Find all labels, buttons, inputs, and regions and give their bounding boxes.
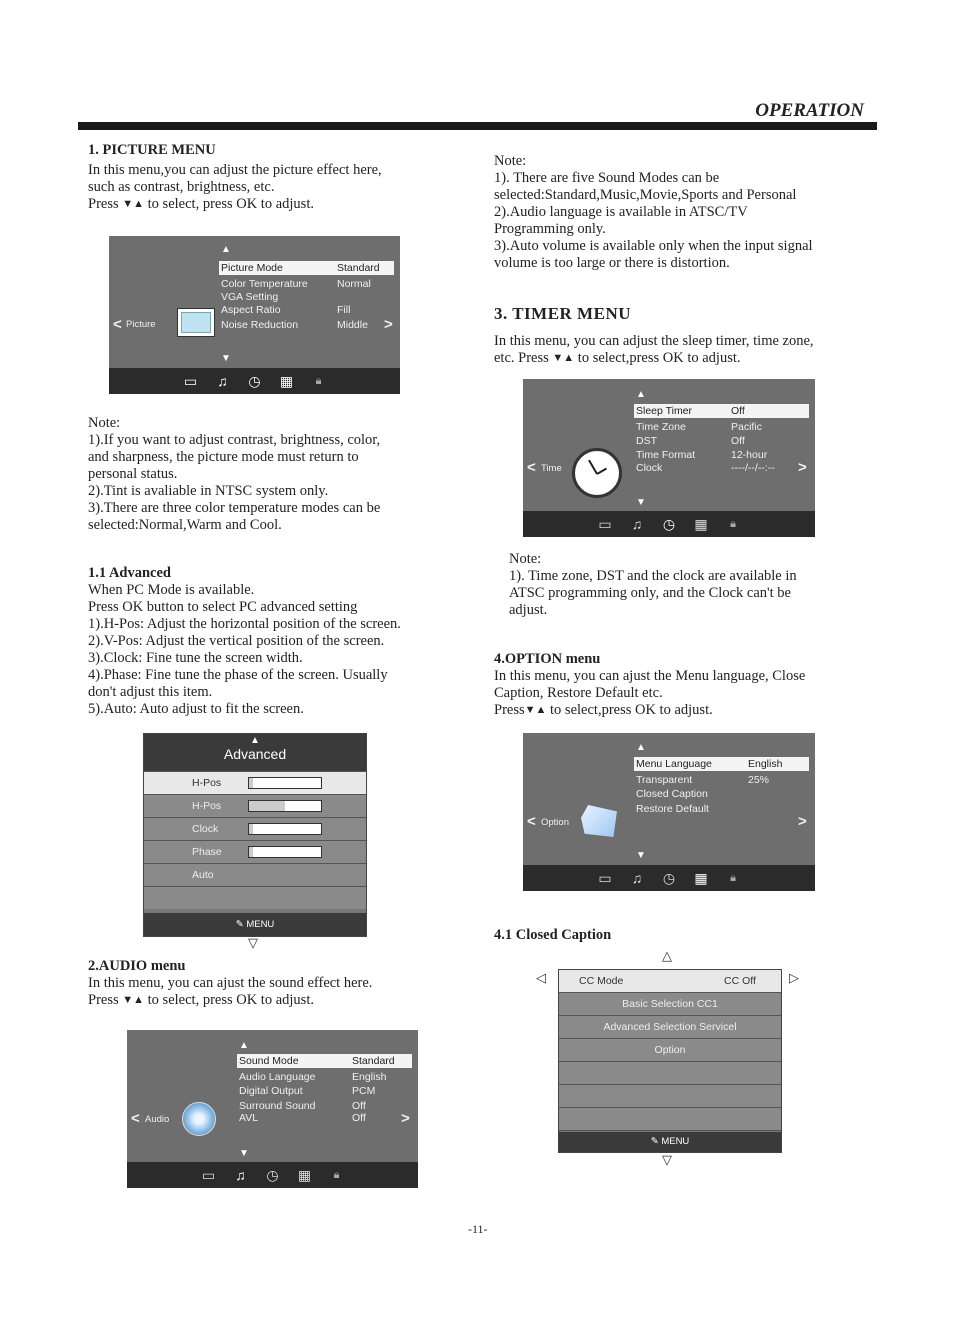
music-icon[interactable]: ♫ [217,373,228,389]
grid-icon[interactable]: ▦ [279,372,294,389]
speaker-icon [182,1102,216,1136]
advanced-item-clock[interactable]: Clock [144,817,366,840]
h-pos-slider[interactable] [248,777,322,789]
clock-icon[interactable]: ◷ [248,372,261,389]
right-arrow-icon[interactable]: > [798,813,807,830]
down-up-arrows-icon: ▼▲ [122,994,145,1007]
cc-menu-screen [558,969,782,1153]
clock-icon[interactable]: ◷ [662,515,676,532]
advanced-heading: 1.1 Advanced [88,565,171,581]
option-press-line: Press▼▲ to select,press OK to adjust. [494,702,713,718]
clock-slider[interactable] [248,823,322,835]
advanced-menu-screen [143,733,367,937]
page-header-title: OPERATION [755,100,864,121]
down-arrow-icon: ▼ [636,497,646,508]
menu-row-clock[interactable]: Clock ----/--/--:-- [636,462,775,474]
picture-menu-screen [109,236,400,394]
up-outline-arrow-icon: △ [662,949,672,964]
clock-face-icon [572,448,622,498]
cc-item-option[interactable]: Option [559,1039,781,1062]
grid-icon[interactable]: ▦ [694,869,708,886]
picture-heading: 1. PICTURE MENU [88,142,216,158]
tv-icon[interactable]: ▭ [598,869,612,886]
up-arrow-icon: ▲ [636,742,646,753]
timer-note: Note: 1). Time zone, DST and the clock are available in ATSC programming only, and the Clock can't be adjust. [509,551,797,618]
menu-row-restore-default[interactable]: Restore Default [636,803,709,815]
menu-row-surround-sound[interactable]: Surround Sound Off [239,1100,366,1112]
right-outline-arrow-icon[interactable]: ▷ [789,971,799,986]
music-icon[interactable]: ♫ [235,1167,246,1183]
menu-row-sleep-timer[interactable]: Sleep Timer Off [634,404,809,418]
up-arrow-icon: ▲ [250,735,260,746]
audio-menu-screen [127,1030,418,1188]
timer-intro: In this menu, you can adjust the sleep timer, time zone, etc. Press ▼▲ to select,press OK to adjust. [494,333,814,366]
right-arrow-icon[interactable]: > [384,316,393,333]
menu-row-audio-language[interactable]: Audio Language English [239,1071,387,1083]
sound-note: Note: 1). There are five Sound Modes can be selected:Standard,Music,Movie,Sports and Personal 2).Audio language is available in ATSC/TV Programming only. 3).Auto volume is available only when the input signal volume is too large or there is distortion. [494,153,813,271]
timer-menu-screen [523,379,815,537]
menu-row-time-zone[interactable]: Time Zone Pacific [636,421,762,433]
down-up-arrows-icon: ▼▲ [122,198,145,211]
down-arrow-icon: ▼ [636,850,646,861]
option-menu-screen [523,733,815,891]
menu-row-transparent[interactable]: Transparent 25% [636,774,770,786]
up-arrow-icon: ▲ [636,389,646,400]
option-heading: 4.OPTION menu [494,651,601,667]
up-arrow-icon: ▲ [239,1040,249,1051]
v-pos-slider[interactable] [248,800,322,812]
option-settings-icon [581,805,617,837]
press-label: Press [88,196,119,212]
menu-row-noise-reduction[interactable]: Noise Reduction Middle [221,319,368,331]
menu-icon-bar [523,511,815,537]
right-arrow-icon[interactable]: > [798,459,807,476]
down-arrow-icon: ▼ [239,1148,249,1159]
up-arrow-icon: ▲ [221,244,231,255]
menu-row-aspect-ratio[interactable]: Aspect Ratio Fill [221,304,351,316]
menu-row-dst[interactable]: DST Off [636,435,745,447]
cc-menu-footer[interactable]: ✎ MENU [559,1132,781,1152]
lock-icon[interactable]: 🔒︎ [730,871,736,884]
down-outline-arrow-icon: ▽ [662,1153,672,1168]
cc-heading: 4.1 Closed Caption [494,927,612,943]
advanced-menu-title: Advanced [223,746,287,762]
down-up-arrows-icon: ▼▲ [552,352,575,365]
advanced-item-empty [144,886,366,909]
advanced-item-h-pos[interactable]: H-Pos [144,771,366,794]
picture-intro: In this menu,you can adjust the picture effect here, such as contrast, brightness, etc. [88,162,382,195]
menu-row-menu-language[interactable]: Menu Language English [634,757,809,771]
side-label: Picture [126,319,156,330]
menu-icon-bar [127,1162,418,1188]
music-icon[interactable]: ♫ [631,516,643,532]
down-arrow-icon: ▼ [221,353,231,364]
hand-icon: ✎ [235,919,244,930]
lock-icon[interactable]: 🔒︎ [333,1168,340,1181]
tv-icon[interactable]: ▭ [183,372,198,389]
cc-item-cc-mode[interactable]: CC Mode CC Off [559,970,781,993]
tv-icon[interactable]: ▭ [598,515,612,532]
timer-heading: 3. TIMER MENU [494,304,631,323]
down-up-arrows-icon: ▼▲ [524,704,547,717]
lock-icon[interactable]: 🔒︎ [730,517,736,530]
side-label: Option [541,817,569,828]
audio-press-line: Press ▼▲ to select, press OK to adjust. [88,992,314,1008]
phase-slider[interactable] [248,846,322,858]
right-arrow-icon[interactable]: > [401,1110,410,1127]
menu-icon-bar [109,368,400,394]
cc-item-basic-selection[interactable]: Basic Selection CC1 [559,993,781,1016]
side-label: Audio [145,1114,170,1125]
cc-item-empty [559,1108,781,1131]
press-text: to select, press OK to adjust. [147,196,314,212]
menu-row-picture-mode[interactable]: Picture Mode Standard [219,261,394,275]
menu-icon-bar [523,865,815,891]
hand-icon: ✎ [650,1136,659,1147]
grid-icon[interactable]: ▦ [297,1166,312,1183]
advanced-text: When PC Mode is available. Press OK button to select PC advanced setting 1).H-Pos: Adjust the horizontal position of the screen. 2).V-Pos: Adjust the vertical position of the screen. 3).Clock: Fine tune the screen width. 4).Phase: Fine tune the phase of the screen. Usually don't adjust this item. 5).Auto: Auto adjust to fit the screen. [88,582,401,717]
cc-item-advanced-selection[interactable]: Advanced Selection Servicel [559,1016,781,1039]
advanced-item-auto[interactable]: Auto [144,863,366,886]
left-outline-arrow-icon[interactable]: ◁ [536,971,546,986]
down-outline-arrow-icon: ▽ [248,936,258,951]
left-arrow-icon[interactable]: < [527,459,536,476]
menu-row-time-format[interactable]: Time Format 12-hour [636,449,768,461]
lock-icon[interactable]: 🔒︎ [315,374,322,387]
clock-icon[interactable]: ◷ [662,869,676,886]
menu-row-avl[interactable]: AVL Off [239,1112,366,1124]
header-rule [78,122,877,130]
picture-press-line [88,196,314,213]
advanced-item-v-pos[interactable]: H-Pos [144,794,366,817]
picture-tv-icon [177,308,215,337]
audio-heading: 2.AUDIO menu [88,958,186,974]
clock-icon[interactable]: ◷ [266,1166,279,1183]
side-label: Time [541,463,562,474]
left-arrow-icon[interactable]: < [113,316,122,333]
option-intro: In this menu, you can ajust the Menu language, Close Caption, Restore Default etc. [494,668,806,701]
left-arrow-icon[interactable]: < [527,813,536,830]
left-arrow-icon[interactable]: < [131,1110,140,1127]
menu-row-color-temperature[interactable]: Color Temperature Normal [221,278,371,290]
menu-row-digital-output[interactable]: Digital Output PCM [239,1085,376,1097]
menu-row-closed-caption[interactable]: Closed Caption [636,788,708,800]
menu-row-sound-mode[interactable]: Sound Mode Standard [237,1054,412,1068]
audio-intro: In this menu, you can ajust the sound effect here. [88,975,373,991]
music-icon[interactable]: ♫ [631,870,643,886]
advanced-item-phase[interactable]: Phase [144,840,366,863]
menu-row-vga-setting[interactable]: VGA Setting [221,291,279,303]
picture-note: Note: 1).If you want to adjust contrast, brightness, color, and sharpness, the picture mode must return to personal status. 2).Tint is avaliable in NTSC system only. 3).There are three color temperature modes can be selected:Normal,Warm and Cool. [88,415,381,533]
advanced-menu-footer[interactable]: ✎ MENU [144,913,366,936]
cc-item-empty [559,1062,781,1085]
page-number: -11- [468,1222,488,1236]
grid-icon[interactable]: ▦ [694,515,708,532]
cc-item-empty [559,1085,781,1108]
tv-icon[interactable]: ▭ [201,1166,216,1183]
advanced-menu-header [144,734,366,771]
